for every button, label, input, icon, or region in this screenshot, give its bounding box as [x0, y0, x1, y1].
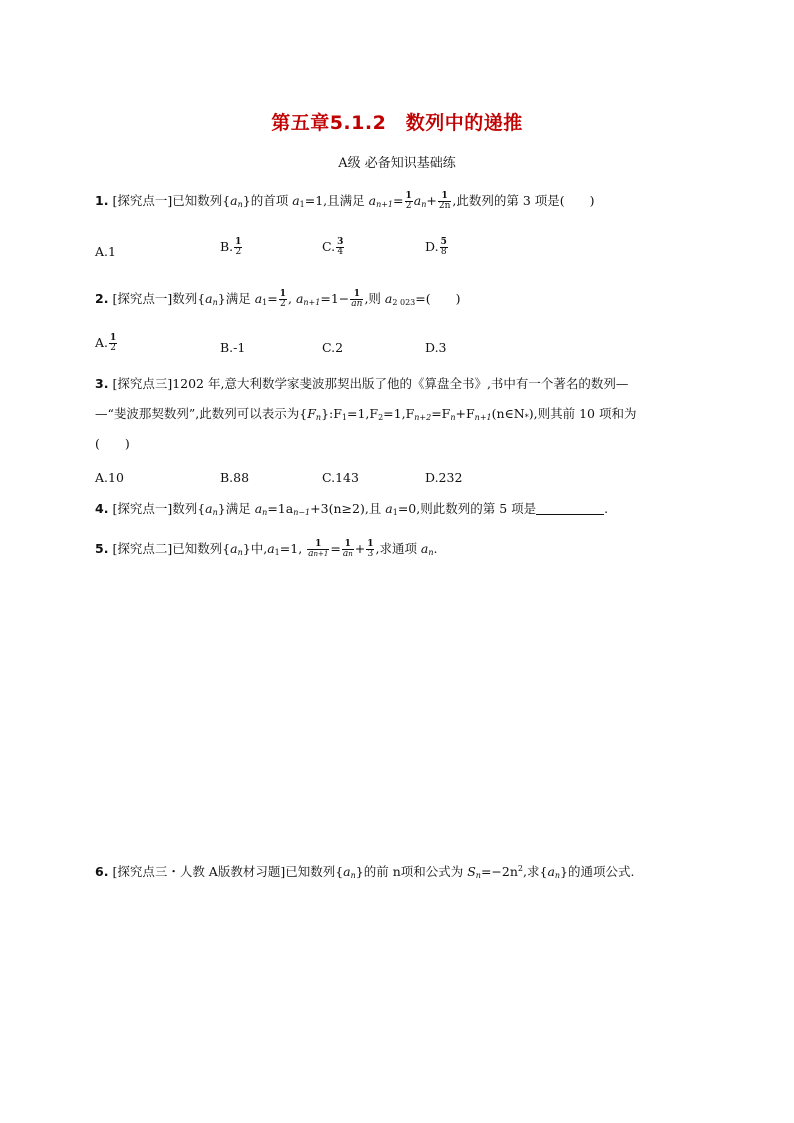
fraction: $\frac{1}{2n}$ — [438, 191, 451, 211]
option-c[interactable]: C.143 — [322, 470, 359, 485]
question-5: 5. [探究点二]已知数列$\{a_n\}$中$,a_1=1$, $\frac{1}{an+1}$ = $\frac{1}{an}$ + $\frac{1}{3}$ ,求通项 $a_n$. — [95, 539, 438, 559]
option-c[interactable]: C.2 — [322, 340, 344, 355]
option-d[interactable]: D. $\frac{5}{8}$ — [425, 237, 447, 257]
question-number: 1. — [95, 193, 109, 208]
question-number: 4. — [95, 501, 109, 516]
question-3: 3. [探究点三]1202 年,意大利数学家斐波那契出版了他的《算盘全书》,书中有一个著名的数列— — [95, 376, 629, 391]
option-b[interactable]: B.88 — [220, 470, 250, 485]
option-b[interactable]: B. $\frac{1}{2}$ — [220, 237, 242, 257]
question-6: 6. [探究点三・人教 A版教材习题]已知数列$\{a_n\}$的前 n项和公式为 $S_n=-2n^2$,求$\{a_n\}$的通项公式. — [95, 864, 635, 881]
option-d[interactable]: D.3 — [425, 340, 447, 355]
answer-blank[interactable] — [536, 502, 604, 515]
option-c[interactable]: C. $\frac{3}{4}$ — [322, 237, 344, 257]
question-3-line-3: ( ) — [95, 436, 130, 451]
option-b[interactable]: B.-1 — [220, 340, 246, 355]
question-3-line-2: —“斐波那契数列”,此数列可以表示为$\{F_n\}:F_1=1,F_2=1,F_{n+2}=F_n+F_{n+1}(n\in N_*)$,则其前 10 项和为 — [95, 406, 637, 422]
question-2: 2. [探究点一]数列$\{a_n\}$满足 $a_1=$ $\frac{1}{2}$ , $a_{n+1}=1-$ $\frac{1}{an}$ ,则 $a_{2 023}=$( ) — [95, 289, 461, 309]
question-number: 2. — [95, 291, 109, 306]
fraction: $\frac{1}{2}$ — [405, 191, 412, 211]
question-1: 1. [探究点一]已知数列$\{a_n\}$的首项 $a_1=1$,且满足 $a_{n+1}=$ $\frac{1}{2}$ $a_n+$ $\frac{1}{2n}$ ,此数列的第 3 项是( ) — [95, 191, 595, 211]
option-d[interactable]: D.232 — [425, 470, 463, 485]
option-a[interactable]: A.10 — [95, 470, 124, 485]
question-number: 3. — [95, 376, 109, 391]
question-number: 6. — [95, 864, 109, 880]
question-number: 5. — [95, 541, 109, 556]
option-a[interactable]: A. $\frac{1}{2}$ — [95, 333, 117, 353]
question-4: 4. [探究点一]数列$\{a_n\}$满足 $a_n=1a_{n-1}+3(n\ge 2)$,且 $a_1=0$,则此数列的第 5 项是 . — [95, 501, 609, 517]
page-title: 第五章5.1.2 数列中的递推 — [271, 112, 523, 134]
section-subtitle: A级 必备知识基础练 — [338, 156, 456, 171]
option-a[interactable]: A.1 — [95, 244, 116, 259]
